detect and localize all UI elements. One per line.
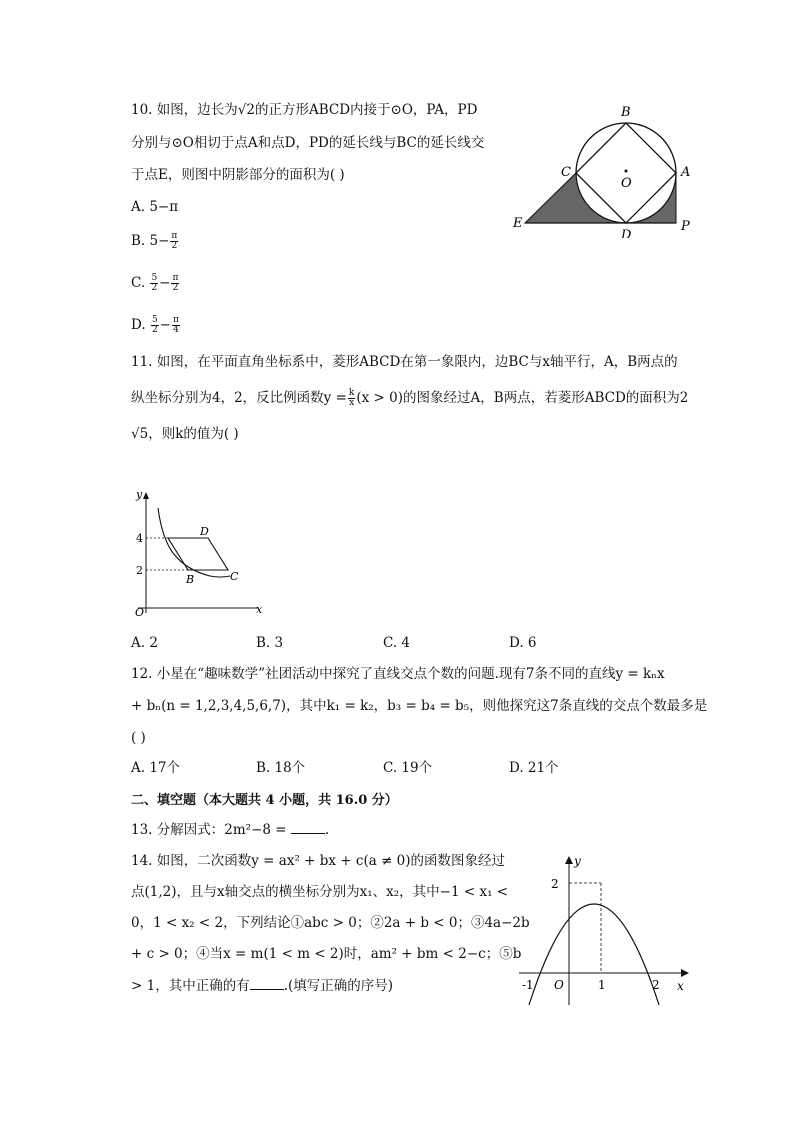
y-axis-arrow [143,492,149,499]
q13-line: 13. 分解因式：2m²−8 = . [131,819,329,840]
tick-x-neg1: -1 [522,978,534,992]
label-o: O [621,176,632,191]
tick-x-2: 2 [652,978,660,992]
frac-5-over-2: $\frac{5}{2}$ [151,315,158,335]
label-y: y [574,854,581,868]
frac-k-over-x: $\frac{k}{x}$ [348,388,355,408]
x-axis-arrow [681,969,689,977]
q14-line-3: 0，1 < x₂ < 2，下列结论①abc > 0；②2a + b < 0；③4a−2b [131,915,530,931]
q12-line-3: ( ) [131,730,146,746]
q12-option-b: B. 18个 [256,760,306,776]
q12-option-a: A. 17个 [131,760,181,776]
sqrt2: √2 [237,102,255,118]
label-origin: O [135,606,145,618]
q14-line-2: 点(1,2)，且与x轴交点的横坐标分别为x₁、x₂，其中−1 < x₁ < [131,884,509,900]
q11-line-2: 纵坐标分别为4，2，反比例函数y = $\frac{k}{x}$ (x > 0)的图象经过A，B两点，若菱形ABCD的面积为2 [131,388,689,408]
section-heading-fill-in: 二、填空题（本大题共 4 小题，共 16.0 分） [131,793,398,808]
q11-line-3: √5，则k的值为( ) [131,426,239,442]
q10-line-3: 于点E，则图中阴影部分的面积为( ) [131,167,345,183]
answer-blank-14[interactable] [250,975,284,990]
curve-hyperbola [158,508,230,577]
q11-option-b: B. 3 [256,635,284,651]
q12-line-2: + bₙ(n = 1,2,3,4,5,6,7)，其中k₁ = k₂，b₃ = b₄ = b₅，则他探究这7条直线的交点个数最多是 [131,698,708,714]
tick-2: 2 [136,564,143,577]
label-e: E [513,216,523,231]
frac-pi-over-2: $\frac{\pi}{2}$ [172,273,179,293]
q10-option-a: A. 5−π [131,199,179,215]
q11-line-1: 11. 如图，在平面直角坐标系中，菱形ABCD在第一象限内，边BC与x轴平行，A，B两点的 [131,354,678,370]
rhombus-abcd [168,538,228,570]
tick-y-2: 2 [551,877,559,891]
tick-4: 4 [136,532,143,545]
q10-figure [505,98,705,238]
frac-pi-over-2: $\frac{\pi}{2}$ [171,231,178,251]
q12-option-c: C. 19个 [383,760,433,776]
answer-blank-13[interactable] [291,819,325,834]
label-x: x [256,603,263,616]
q10-option-d: D. $\frac{5}{2}$ − $\frac{\pi}{4}$ [131,315,179,335]
frac-5-over-2: $\frac{5}{2}$ [151,273,158,293]
label-d: D [621,228,632,238]
q10-option-c: C. $\frac{5}{2}$ − $\frac{\pi}{2}$ [131,273,179,293]
q11-figure [128,488,268,618]
center-dot [625,170,628,173]
label-c: C [561,165,571,180]
q10-option-b: B. 5− $\frac{\pi}{2}$ [131,231,178,251]
label-c: C [230,570,239,583]
label-a: A [681,165,691,180]
q10-line-2: 分别与⊙O相切于点A和点D，PD的延长线与BC的延长线交 [131,135,485,151]
label-x: x [677,979,684,993]
label-b: B [621,105,631,120]
label-b: B [186,573,195,586]
circle-o [576,123,676,223]
q12-option-d: D. 21个 [509,760,559,776]
shaded-region-left [525,173,626,223]
q14-line-4: + c > 0；④当x = m(1 < m < 2)时，am² + bm < 2−c；⑤b [131,946,522,962]
q11-option-c: C. 4 [383,635,411,651]
q12-line-1: 12. 小星在“趣味数学”社团活动中探究了直线交点个数的问题.现有7条不同的直线y = kₙx [131,666,665,682]
label-y: y [136,488,143,501]
y-axis-arrow [565,856,573,864]
q10-line-1: 10. 如图，边长为√2的正方形ABCD内接于⊙O，PA，PD [131,102,478,118]
q14-line-1: 14. 如图，二次函数y = ax² + bx + c(a ≠ 0)的函数图象经过 [131,853,506,869]
tick-x-1: 1 [598,978,606,992]
label-d: D [200,525,209,538]
q14-figure [514,853,694,1008]
q14-line-5: > 1，其中正确的有 .(填写正确的序号) [131,975,393,996]
label-origin: O [554,978,564,992]
frac-pi-over-4: $\frac{\pi}{4}$ [172,315,179,335]
q11-option-a: A. 2 [131,635,158,651]
parabola [529,904,659,1005]
label-p: P [681,219,690,234]
q11-option-d: D. 6 [509,635,537,651]
